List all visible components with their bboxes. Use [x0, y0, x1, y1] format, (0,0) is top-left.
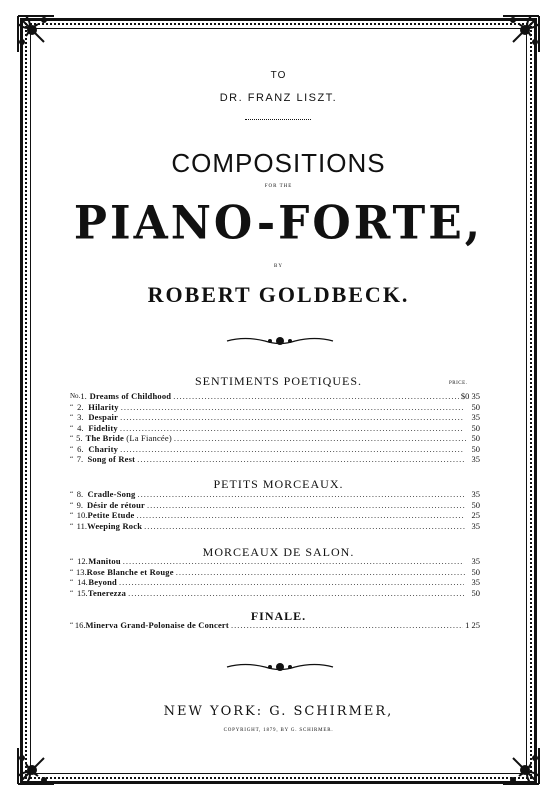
leader-dots: [120, 444, 464, 455]
row-prefix: “: [70, 621, 74, 629]
piece-title: [87, 489, 135, 500]
piece-price: 50: [471, 443, 480, 454]
piece-price: 35: [471, 520, 480, 531]
piece-list: [70, 556, 480, 598]
piece-row: [70, 556, 480, 567]
piece-row: [70, 412, 480, 423]
row-prefix: “: [70, 455, 74, 463]
section-heading: PETITS MORCEAUX.: [213, 477, 344, 491]
piece-price: 50: [471, 587, 480, 598]
piece-row: [70, 588, 480, 599]
copyright: COPYRIGHT, 1879, BY G. SCHIRMER.: [223, 728, 334, 733]
piece-price: $0 35: [460, 391, 480, 401]
piece-title-text: Despair: [88, 412, 119, 422]
piece-number: 10.: [76, 510, 88, 520]
piece-price: 50: [471, 401, 480, 412]
piece-title: [88, 588, 126, 599]
piece-row: [70, 577, 480, 588]
piece-price: 50: [471, 499, 481, 510]
piece-number: 13.: [76, 566, 87, 577]
piece-price: 35: [471, 556, 480, 566]
piece-row: [70, 444, 480, 455]
piece-list: [70, 620, 480, 631]
piece-title-text: Beyond: [88, 577, 117, 587]
piece-row: [70, 567, 480, 578]
piece-title: [88, 423, 117, 434]
row-prefix: No.: [70, 392, 81, 400]
piece-price: 50: [471, 422, 480, 433]
piece-title-text: Hilarity: [88, 401, 119, 412]
piece-list: [70, 391, 480, 465]
row-prefix: “: [70, 413, 74, 421]
piece-title: [90, 391, 172, 402]
piece-title-text: Cradle-Song: [87, 489, 136, 499]
piece-price: 35: [471, 412, 480, 422]
row-prefix: “: [70, 490, 74, 498]
piece-price: 35: [471, 577, 480, 587]
corner-ornament-icon: [483, 728, 543, 788]
piece-price: 35: [471, 454, 480, 464]
divider: [245, 119, 311, 120]
piece-title-text: Tenerezza: [87, 587, 127, 598]
piece-number: 1.: [80, 391, 87, 401]
piece-title-text: Charity: [88, 443, 119, 454]
piece-price: 25: [471, 510, 480, 520]
piece-title-text: Song of Rest: [87, 454, 136, 464]
piece-title-text: Weeping Rock: [87, 520, 143, 531]
row-prefix: “: [70, 557, 74, 565]
piece-title: [87, 510, 134, 521]
piece-title-text: Manitou: [88, 556, 121, 566]
dedication-name: DR. FRANZ LISZT.: [219, 92, 338, 104]
piece-price: 50: [471, 566, 480, 577]
row-prefix: “: [70, 567, 74, 576]
piece-title: [88, 444, 118, 455]
piece-title: [87, 500, 145, 511]
piece-title-text: Minerva Grand-Polonaise de Concert: [85, 620, 229, 630]
piece-number: 11.: [76, 520, 87, 531]
row-prefix: “: [70, 588, 74, 597]
piece-title: [86, 433, 172, 444]
piece-row: [70, 620, 480, 631]
corner-ornament-icon: [14, 12, 74, 72]
piece-title-text: Rose Blanche et Rouge: [86, 566, 174, 577]
row-prefix: “: [70, 521, 74, 530]
title-piano-forte: PIANO-FORTE,: [73, 196, 484, 251]
piece-title-text: The Bride: [85, 433, 124, 443]
leader-dots: [173, 391, 459, 402]
leader-dots: [128, 588, 464, 599]
piece-price: 50: [471, 433, 480, 443]
row-prefix: “: [70, 500, 74, 509]
piece-subtitle: (La Fiancée): [123, 433, 172, 443]
title-compositions: COMPOSITIONS: [171, 148, 386, 178]
piece-row: [70, 521, 480, 532]
piece-number: 9.: [76, 499, 83, 510]
publisher: NEW YORK: G. SCHIRMER,: [163, 704, 394, 719]
piece-row: [70, 423, 480, 434]
title-by: BY: [274, 264, 283, 269]
piece-number: 15.: [76, 587, 88, 598]
composer-name: ROBERT GOLDBECK.: [147, 282, 410, 307]
piece-title-text: Dreams of Childhood: [89, 391, 172, 401]
leader-dots: [147, 500, 465, 511]
piece-title: [88, 556, 121, 567]
leader-dots: [119, 577, 464, 588]
piece-title: [88, 412, 118, 423]
leader-dots: [121, 402, 464, 413]
piece-row: [70, 489, 480, 500]
piece-title: [88, 577, 117, 588]
piece-number: 2.: [77, 401, 84, 412]
price-column-header: PRICE.: [449, 381, 468, 386]
piece-number: 8.: [76, 489, 84, 499]
leader-dots: [174, 433, 466, 444]
piece-row: [70, 402, 480, 413]
piece-number: 6.: [77, 443, 84, 454]
row-prefix: “: [70, 423, 74, 432]
piece-title-text: Petite Etude: [87, 510, 135, 520]
piece-number: 4.: [77, 422, 84, 433]
leader-dots: [137, 510, 465, 521]
corner-ornament-icon: [14, 728, 74, 788]
dedication-to: TO: [270, 70, 287, 81]
section-heading: MORCEAUX DE SALON.: [202, 545, 355, 559]
piece-title: [85, 620, 229, 631]
leader-dots: [144, 521, 465, 532]
piece-title: [87, 454, 135, 465]
piece-list: [70, 489, 480, 531]
title-for-the: FOR THE: [264, 184, 293, 189]
leader-dots: [176, 567, 466, 578]
row-prefix: “: [70, 511, 74, 519]
piece-title-text: Fidelity: [88, 422, 118, 433]
flourish-ornament-icon: [225, 334, 335, 348]
piece-title: [87, 567, 174, 578]
leader-dots: [137, 489, 464, 500]
section-heading: SENTIMENTS POETIQUES.: [195, 374, 362, 388]
flourish-ornament-icon: [225, 660, 335, 674]
leader-dots: [120, 423, 464, 434]
row-prefix: “: [70, 402, 74, 411]
row-prefix: “: [70, 444, 74, 453]
row-prefix: “: [70, 434, 74, 442]
piece-title: [88, 402, 118, 413]
piece-number: 12.: [77, 556, 88, 566]
piece-row: [70, 391, 480, 402]
piece-number: 16.: [74, 620, 86, 630]
leader-dots: [123, 556, 464, 567]
leader-dots: [231, 620, 463, 631]
piece-price: 35: [471, 489, 480, 499]
piece-row: [70, 500, 480, 511]
piece-number: 14.: [77, 577, 88, 587]
leader-dots: [120, 412, 464, 423]
piece-number: 3.: [77, 412, 84, 422]
section-heading: FINALE.: [250, 609, 307, 623]
leader-dots: [137, 454, 464, 465]
piece-title-text: Désir de rétour: [86, 499, 146, 510]
piece-row: [70, 433, 480, 444]
piece-title: [87, 521, 142, 532]
piece-row: [70, 454, 480, 465]
piece-number: 5.: [76, 433, 83, 443]
piece-price: 1 25: [465, 620, 480, 630]
corner-ornament-icon: [483, 12, 543, 72]
row-prefix: “: [70, 578, 74, 586]
piece-number: 7.: [76, 454, 84, 464]
piece-row: [70, 510, 480, 521]
